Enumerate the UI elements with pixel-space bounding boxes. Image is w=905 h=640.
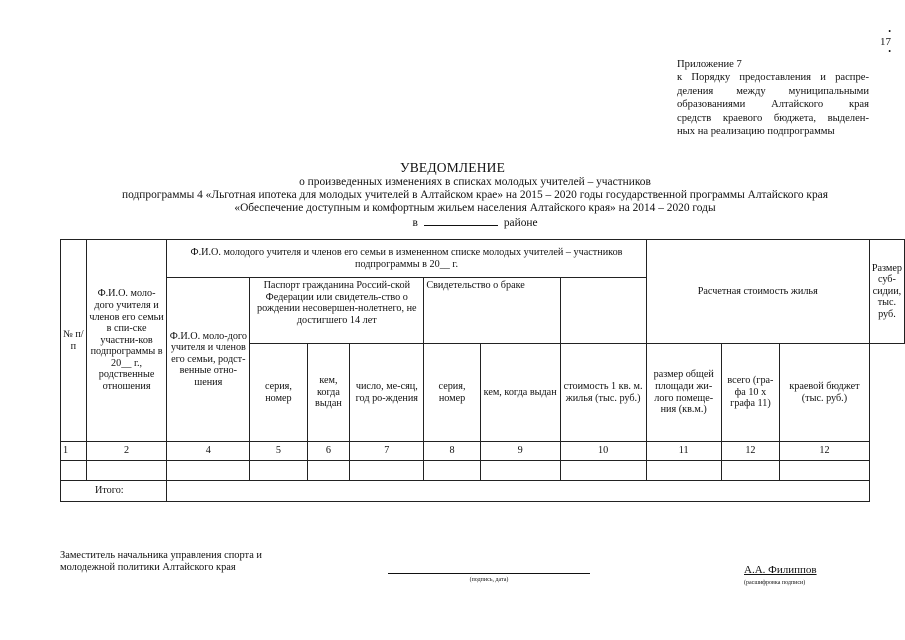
annex-line: деления между муниципальными [677, 85, 869, 97]
header-group-cost: Расчетная стоимость жилья [646, 240, 869, 344]
header-line-1: о произведенных изменениях в списках молодых учителей – участников [299, 176, 651, 188]
column-number: 5 [250, 442, 307, 461]
header-number: № п/п [61, 240, 87, 442]
column-number: 8 [424, 442, 480, 461]
header-fio-new: Ф.И.О. моло-дого учителя и членов его семьи, родст-венные отно-шения [167, 278, 250, 442]
table-cell[interactable] [424, 461, 480, 481]
header-group-subsidy: Размер суб-сидии, тыс. руб. [869, 240, 904, 344]
header-regional-budget: краевой бюджет (тыс. руб.) [780, 344, 870, 442]
name-caption: (расшифровка подписи) [744, 580, 806, 586]
table-cell[interactable] [307, 461, 350, 481]
table-cell[interactable] [86, 461, 167, 481]
table-cell[interactable] [350, 461, 424, 481]
table-cell[interactable] [480, 461, 560, 481]
changes-table [60, 239, 905, 502]
total-label: Итого: [61, 481, 167, 502]
header-cost-sqm: стоимость 1 кв. м. жилья (тыс. руб.) [560, 344, 646, 442]
column-number: 11 [646, 442, 721, 461]
total-value-cell[interactable] [167, 481, 869, 502]
position-line: Заместитель начальника управления спорта и [60, 550, 262, 561]
header-marriage-series: серия, номер [424, 344, 480, 442]
district-blank-field[interactable] [424, 215, 498, 226]
table-cell[interactable] [61, 461, 87, 481]
table-cell[interactable] [250, 461, 307, 481]
header-group-marriage: Свидетельство о браке [424, 278, 560, 344]
header-line-3: «Обеспечение доступным и комфортным жильем населения Алтайского края» на 2014 – 2020 годы [234, 202, 716, 214]
column-number: 7 [350, 442, 424, 461]
header-fio-old: Ф.И.О. моло-дого учителя и членов его семьи в спи-ске участни-ков подпрограммы в 20__ г., родственные отношения [86, 240, 167, 442]
column-number-row [61, 442, 905, 461]
district-prefix: в [412, 217, 418, 229]
table-row [61, 461, 905, 481]
header-birth-date: число, ме-сяц, год ро-ждения [350, 344, 424, 442]
signature-line[interactable] [388, 573, 590, 574]
district-suffix: районе [503, 217, 538, 229]
header-group-passport: Паспорт гражданина Россий-ской Федерации или свидетель-ство о рождении несовершен-нолетнего, не достигшего 14 лет [250, 278, 424, 344]
page-number [880, 28, 891, 56]
column-number: 4 [167, 442, 250, 461]
column-number: 12 [780, 442, 870, 461]
header-line-4 [60, 215, 890, 230]
header-marriage-issued: кем, когда выдан [480, 344, 560, 442]
page-mark-dot: • [888, 27, 891, 36]
table-cell[interactable] [560, 461, 646, 481]
annex-line: Приложение 7 [677, 59, 742, 70]
header-line-2: подпрограммы 4 «Льготная ипотека для молодых учителей в Алтайском крае» на 2015 – 2020 годы государственной программы Алтайского края [122, 189, 828, 201]
page-mark-dot: • [888, 47, 891, 56]
column-number: 9 [480, 442, 560, 461]
header-area: размер общей площади жи-лого помеще-ния (кв.м.) [646, 344, 721, 442]
annex-line: образованиями Алтайского края [677, 99, 869, 111]
document-title: УВЕДОМЛЕНИЕ [399, 160, 506, 175]
table-cell[interactable] [721, 461, 779, 481]
annex-block [677, 58, 869, 138]
annex-line: к Порядку предоставления и распре- [677, 72, 869, 84]
header-group-new-list: Ф.И.О. молодого учителя и членов его семьи в измененном списке молодых учителей – участников подпрограммы в 20__ г. [167, 240, 646, 278]
table-cell[interactable] [780, 461, 870, 481]
page-number-text: 17 [880, 36, 891, 48]
column-number: 12 [721, 442, 779, 461]
signatory-position [60, 550, 262, 574]
signature-caption: (подпись, дата) [469, 577, 509, 583]
signatory-name: А.А. Филиппов [744, 564, 817, 576]
header-passport-series: серия, номер [250, 344, 307, 442]
column-number: 2 [86, 442, 167, 461]
position-line: молодежной политики Алтайского края [60, 562, 236, 573]
table-cell[interactable] [167, 461, 250, 481]
table-cell[interactable] [646, 461, 721, 481]
total-row [61, 481, 905, 502]
column-number: 1 [61, 442, 87, 461]
annex-line: средств краевого бюджета, выделен- [677, 112, 869, 124]
header-total-cost: всего (гра-фа 10 х графа 11) [721, 344, 779, 442]
column-number: 6 [307, 442, 350, 461]
annex-line: ных на реализацию подпрограммы [677, 126, 835, 138]
header-passport-issued: кем, когда выдан [307, 344, 350, 442]
column-number: 10 [560, 442, 646, 461]
